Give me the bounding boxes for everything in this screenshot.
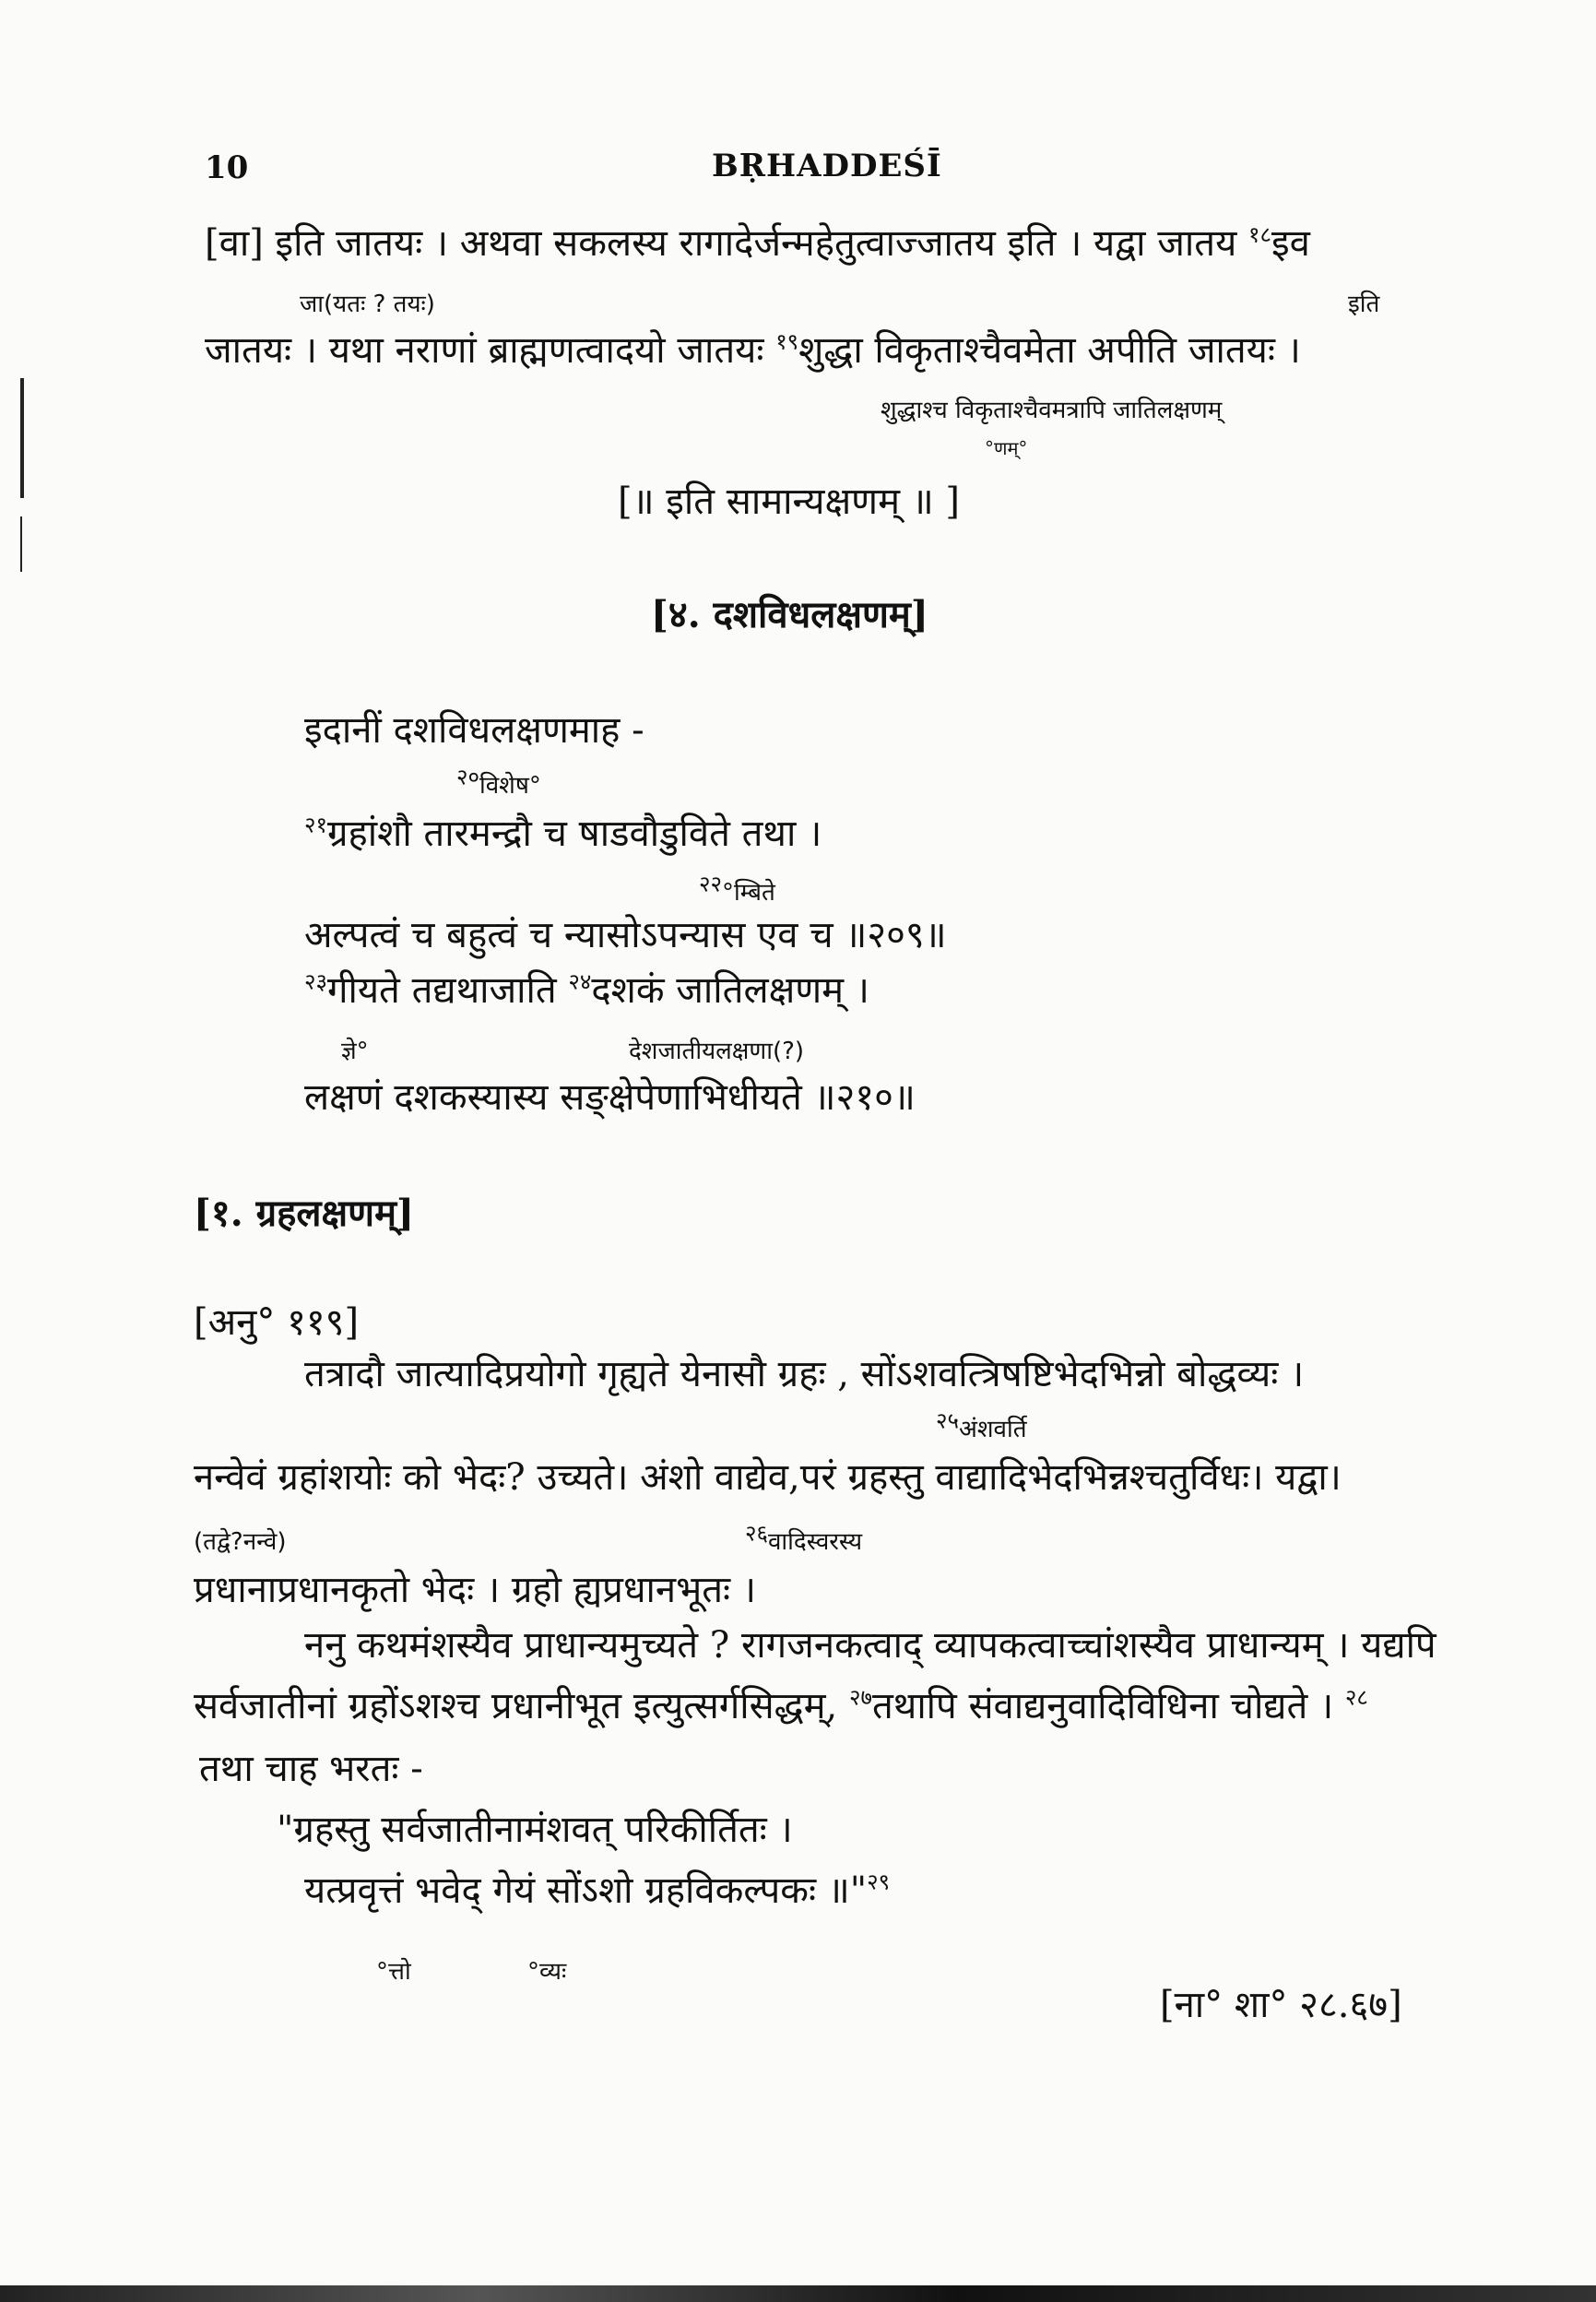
scan-mark-left-2	[20, 516, 22, 572]
section-closing: [॥ इति सामान्यक्षणम् ॥ ]	[618, 481, 960, 523]
paragraph-line: तत्रादौ जात्यादिप्रयोगो गृह्यते येनासौ ग्रहः , सोंऽशवत्त्रिषष्टिभेदभिन्नो बोद्धव्यः ।	[304, 1353, 1305, 1395]
footnote-variant: जा(यतः ? तयः)	[300, 291, 435, 318]
paragraph-line: नन्वेवं ग्रहांशयोः को भेदः? उच्यते। अंशो वाद्येव,परं ग्रहस्तु वाद्यादिभेदभिन्नश्चतुर्विधः। यद्वा।	[194, 1456, 1342, 1499]
footnote-variant: °त्तो	[376, 1958, 411, 1986]
quote-line: "ग्रहस्तु सर्वजातीनामंशवत् परिकीर्तितः ।	[277, 1809, 793, 1851]
verse-line: $^{२१}$ग्रहांशौ तारमन्द्रौ च षाडवौडुविते तथा ।	[304, 812, 822, 855]
footnote-variant: २६वादिस्वरस्य	[745, 1520, 863, 1556]
section-heading: [४. दशविधलक्षणम्]	[651, 593, 928, 636]
footnote-variant: °व्यः	[527, 1958, 567, 1986]
paragraph-line: ननु कथमंशस्यैव प्राधान्यमुच्यते ? रागजनकत्वाद् व्यापकत्वाच्चांशस्यैव प्राधान्यम् । यद्यपि	[304, 1624, 1436, 1667]
footnote-variant: शुद्धाश्च विकृताश्चैवमत्रापि जातिलक्षणम्	[881, 397, 1223, 424]
text-line-2: जातयः । यथा नराणां ब्राह्मणत्वादयो जातयः $^{१९}$शुद्धा विकृताश्चैवमेता अपीति जातयः ।	[205, 328, 1301, 372]
footnote-variant: देशजातीयलक्षणा(?)	[629, 1038, 805, 1065]
verse-line: लक्षणं दशकस्यास्य सङ्क्षेपेणाभिधीयते ॥२१०॥	[304, 1076, 916, 1119]
footnote-variant: २५अंशवर्ति	[936, 1407, 1027, 1443]
footnote-variant: °णम्°	[985, 437, 1028, 459]
footnote-variant: २२°म्बिते	[699, 871, 775, 907]
paragraph-line: प्रधानाप्रधानकृतो भेदः । ग्रहो ह्यप्रधानभूतः ।	[194, 1569, 756, 1611]
intro-line: इदानीं दशविधलक्षणमाह -	[304, 709, 644, 752]
running-title: BṚHADDEŚĪ	[712, 148, 942, 184]
footnote-variant: २०विशेष°	[456, 764, 541, 800]
quote-line: यत्प्रवृत्तं भवेद् गेयं सोंऽशो ग्रहविकल्पकः ॥"$^{२९}$	[304, 1869, 891, 1912]
anu-reference: [अनु° ११९]	[194, 1301, 360, 1344]
scan-edge-band	[0, 2285, 1596, 2302]
footnote-variant: (तद्वे?नन्वे)	[194, 1528, 287, 1556]
source-reference: [ना° शा° २८.६७]	[1160, 1984, 1402, 2026]
paragraph-line: तथा चाह भरतः -	[199, 1748, 423, 1790]
page-number: 10	[205, 149, 249, 186]
paragraph-line: सर्वजातीनां ग्रहोंऽशश्च प्रधानीभूत इत्युत्सर्गसिद्धम्, $^{२७}$तथापि संवाद्यनुवादिविधिना चोद्यते । $^{२८}$	[194, 1684, 1368, 1727]
text-line-1: [वा] इति जातयः । अथवा सकलस्य रागादेर्जन्महेतुत्वाज्जातय इति । यद्वा जातय $^{१८}$इव	[205, 221, 1310, 265]
verse-line: अल्पत्वं च बहुत्वं च न्यासोऽपन्यास एव च ॥२०९॥	[304, 914, 947, 956]
scan-mark-left	[20, 378, 24, 498]
footnote-variant: इति	[1348, 291, 1380, 318]
sub-heading: [१. ग्रहलक्षणम्]	[194, 1192, 414, 1235]
footnote-variant: ज्ञे°	[341, 1038, 369, 1065]
verse-line: $^{२३}$गीयते तद्यथाजाति $^{२४}$दशकं जातिलक्षणम् ।	[304, 968, 869, 1012]
